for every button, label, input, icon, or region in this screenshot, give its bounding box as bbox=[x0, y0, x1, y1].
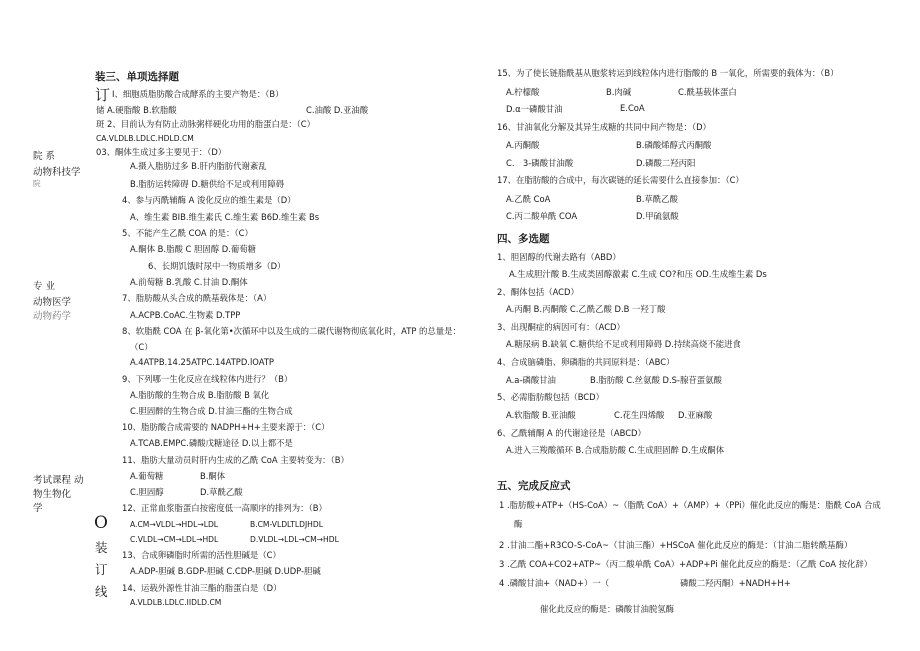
question-15: 15、为了使长链脂酰基从胞浆转运到线粒体内进行脂酸的 B 一氧化，所需要的载体为：（B） bbox=[497, 68, 839, 78]
question-4: 4、参与丙酰辅酶 A 浚化反应的维生素是（D） bbox=[122, 195, 296, 205]
section-title-single-choice: 装三、单项选择题 bbox=[95, 71, 179, 83]
question-6-options: A.前萄糖 B.乳酸 C.甘油 D.酮体 bbox=[130, 277, 248, 287]
question-11-option-a: A.葡萄糖 bbox=[130, 471, 164, 481]
multi-question-4: 4、合成脑磷脂、卵磷脂的共同原料是：（ABC） bbox=[497, 357, 675, 367]
margin-course-value: 物生物化 bbox=[33, 489, 72, 500]
question-13-options: A.ADP-胆碱 B.GDP-胆碱 C.CDP-胆碱 D.UDP-胆碱 bbox=[130, 566, 321, 576]
multi-question-5: 5、必需脂肪酸包括（BCD） bbox=[497, 392, 604, 402]
question-11-option-d: D.草酰乙酸 bbox=[200, 487, 243, 497]
multi-question-2: 2、酮体包括（ACD） bbox=[497, 287, 579, 297]
margin-course-label: 考试课程 动 bbox=[33, 475, 84, 486]
question-11: 11、脂肪大量动员时肝内生成的乙酰 CoA 主要转变为：（B） bbox=[122, 455, 349, 465]
reaction-3: 3 .乙酰 COA+CO2+ATP~（丙二酸单酰 CoA）+ADP+Pi 催化此反应的酶是：（乙酰 CoA 按化辞） bbox=[499, 559, 873, 569]
reaction-1-continuation: 酶 bbox=[514, 519, 523, 529]
question-10-options: A.TCAB.EMPC.磷酸戊糖途径 D.以上都不是 bbox=[130, 438, 293, 448]
question-1-options-cd: C.油酸 D.亚油酸 bbox=[306, 105, 369, 115]
binding-mark-ding: 订 bbox=[95, 562, 108, 577]
multi-question-5-option-ab: A.软脂酸 B.亚油酸 bbox=[506, 410, 576, 420]
question-12-option-d: D.VLDL→LDL→CM→HDL bbox=[250, 535, 339, 544]
question-15-option-d: D.α一磷酸甘油 bbox=[506, 104, 563, 114]
section-title-reactions: 五、完成反应式 bbox=[497, 480, 571, 492]
multi-question-5-option-d: D.亚麻酸 bbox=[678, 410, 713, 420]
question-14-options: A.VLDLB.LDLC.IIDLD.CM bbox=[130, 598, 222, 607]
multi-question-5-option-c: C.花生四烯酸 bbox=[614, 410, 665, 420]
multi-question-6: 6、乙酰辅酮 A 的代谢途径是（ABCD） bbox=[497, 428, 646, 438]
question-2-options: CA.VLDLB.LDLC.HDLD.CM bbox=[96, 134, 194, 143]
question-9: 9、下列哪一生化反应在线粒体内进行？（B） bbox=[122, 374, 293, 384]
question-1: I、细胞质脂肪酸合成酵系的主要产物是：（B） bbox=[112, 89, 284, 99]
question-8: 8、软脂酰 COA 在 β-氧化第•次循环中以及生成的二碳代谢物彻底氧化时，ATP 的总量是： bbox=[122, 326, 461, 336]
question-15-option-b: B.肉碱 bbox=[606, 87, 632, 97]
question-8-answer: （C） bbox=[130, 342, 153, 352]
multi-question-1-options: A.生成胆汁酸 B.生成类固醇激素 C.生成 CO?和压 OD.生成维生素 Ds bbox=[509, 269, 767, 279]
question-17-option-b: B.草酰乙酸 bbox=[636, 194, 678, 204]
question-15-option-a: A.柠檬酸 bbox=[506, 87, 540, 97]
reaction-4-enzyme: 催化此反应的酶是：磷酸甘油脱氢酶 bbox=[540, 604, 674, 614]
question-3: 03、酮体生成过多主要见于：（D） bbox=[96, 147, 227, 157]
question-7-options: A.ACPB.CoAC.生物素 D.TPP bbox=[130, 310, 241, 320]
multi-question-1: 1、胆固醇的代谢去路有（ABD） bbox=[497, 252, 621, 262]
question-11-option-c: C.胆固醇 bbox=[130, 487, 164, 497]
reaction-4-end: 磷酸二羟丙酮）+NADH+H+ bbox=[680, 578, 791, 588]
question-16-option-d: D.磷酸二羟丙阳 bbox=[636, 158, 696, 168]
question-2: 斑 2、目前认为有防止动脉粥样硬化功用的脂蛋白是：（C） bbox=[96, 119, 316, 129]
question-12-option-b: B.CM-VLDLTLDJHDL bbox=[250, 520, 323, 529]
question-12: 12、正常血浆脂蛋白按密度低一高顺序的排列为：（B） bbox=[122, 503, 327, 513]
question-14: 14、运载外源性甘油三酯的脂蛋白是（D） bbox=[122, 583, 282, 593]
question-16: 16、甘油氧化分解及其异生成糖的共同中间产物是：（D） bbox=[497, 122, 711, 132]
reaction-4-start: 4 .磷酸甘油+（NAD+）一（ bbox=[499, 578, 610, 588]
multi-question-6-options: A.进入三羧酸循环 B.合成脂肪酸 C.生成胆固醉 D.生成酮体 bbox=[506, 445, 725, 455]
question-17-option-d: D.甲硫氨酸 bbox=[636, 211, 679, 221]
question-5: 5、不能产生乙酰 COA 的是：（C） bbox=[122, 228, 253, 238]
margin-major-value: 动物医学 bbox=[33, 297, 72, 308]
multi-question-3-options: A.糖尿病 B.缺氧 C.糖供给不足或利用障碍 D.持续高烧不能进食 bbox=[506, 339, 741, 349]
reaction-1: 1 .脂肪酸+ATP+（HS-CoA）~（脂酰 CoA）+（AMP）+（PPi）催化此反应的酶是：脂酰 CoA 合成 bbox=[499, 500, 881, 510]
question-16-option-c: C. 3-磷酸甘油酸 bbox=[506, 158, 574, 168]
question-15-option-e: E.CoA bbox=[620, 103, 645, 113]
margin-department-value-cut: 院 bbox=[33, 179, 41, 188]
binding-mark-zhuang: 装 bbox=[95, 540, 108, 555]
reaction-2: 2 .甘油二酯+R3CO-S-CoA~（甘油三酯）+HSCoA 催化此反应的酶是：（甘油二脂转酰基酶） bbox=[499, 540, 853, 550]
question-11-option-b: B.酮体 bbox=[200, 471, 226, 481]
multi-question-4-option-bcd: B.脂肪酸 C.丝氨酸 D.S-腺苷蛋氨酸 bbox=[590, 375, 722, 385]
margin-department-value: 动物科技学 bbox=[33, 167, 81, 178]
multi-question-4-option-a: A.a-磷酸甘油 bbox=[506, 375, 556, 385]
margin-major-label: 专 业 bbox=[33, 281, 56, 292]
multi-question-2-options: A.丙酮 B.丙酮酸 C.乙酰乙酸 D.B 一羟丁酸 bbox=[506, 304, 666, 314]
question-4-options: A、维生素 BIB.维生素氏 C.维生素 B6D.维生素 Bs bbox=[130, 212, 320, 222]
question-8-options: A.4ATPB.14.25ATPC.14ATPD.lOATP bbox=[130, 357, 274, 367]
question-3-options-2: B.脂肪运转障碍 D.糖供给不足或利用障碍 bbox=[130, 179, 285, 189]
binding-circle-mark: O bbox=[94, 513, 108, 533]
question-7: 7、脂肪酸从头合成的酰基载体是：（A） bbox=[122, 293, 272, 303]
binding-mark-ding-top: 订 bbox=[95, 86, 111, 104]
question-9-options-1: A.脂肪酸的生物合成 B.脂肪酸 B 氧化 bbox=[130, 390, 270, 400]
margin-department-label: 院 系 bbox=[33, 151, 56, 162]
question-9-options-2: C.胆固醉的生物合成 D.甘油三酯的生物合成 bbox=[130, 406, 293, 416]
question-16-option-a: A.丙酮酸 bbox=[506, 140, 540, 150]
question-17-option-a: A.乙酰 CoA bbox=[506, 194, 551, 204]
question-10: 10、脂肪酸合成需要的 NADPH+H+主要来源于：（C） bbox=[122, 422, 330, 432]
margin-course-value-2: 学 bbox=[33, 503, 43, 514]
multi-question-3: 3、出现酮症的病因可有：（ACD） bbox=[497, 322, 625, 332]
binding-mark-xian: 线 bbox=[95, 584, 108, 599]
question-15-option-c: C.酰基载体蛋白 bbox=[678, 87, 737, 97]
question-17: 17、在脂肪酸的合成中，每次碳链的延长需要什么直接参加：（C） bbox=[497, 175, 744, 185]
section-title-multi-choice: 四、多选题 bbox=[497, 233, 550, 245]
question-3-options-1: A.摄入脂肪过多 B.肝内脂肪代谢紊乱 bbox=[130, 161, 267, 171]
margin-major-value-cut: 动物药学 bbox=[33, 311, 72, 322]
question-5-options: A.酮体 B.脂酸 C 胆固醇 D.葡萄糖 bbox=[130, 244, 257, 254]
question-12-option-a: A.CM→VLDL→HDL→LDL bbox=[130, 520, 219, 529]
question-12-option-c: C.VLDL→CM→LDL→HDL bbox=[130, 535, 219, 544]
question-13: 13、合成卵磷脂时所需的活性胆碱是（C） bbox=[122, 550, 281, 560]
question-1-options-ab: 储 A.硬脂酸 B.软脂酸 bbox=[96, 105, 177, 115]
question-17-option-c: C.丙二酸单酰 COA bbox=[506, 211, 578, 221]
question-16-option-b: B.磷酸烯醇式丙酮酸 bbox=[636, 140, 712, 150]
question-6: 6、长期饥饿时尿中一物质增多（D） bbox=[148, 261, 286, 271]
